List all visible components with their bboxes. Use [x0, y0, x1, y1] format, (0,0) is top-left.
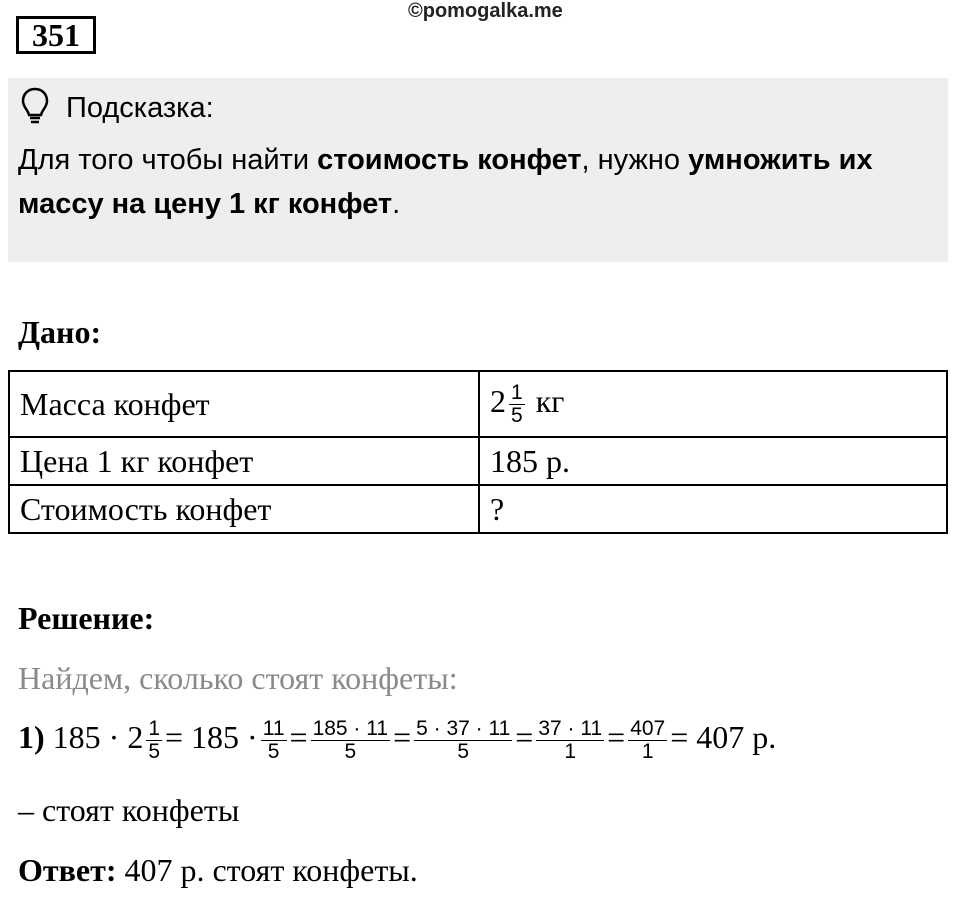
solution-heading: Решение:: [18, 600, 155, 636]
table-row: [9, 437, 947, 485]
hint-title: Подсказка:: [66, 92, 214, 124]
given-value: 185 р.: [479, 437, 947, 485]
given-table: [8, 370, 948, 534]
given-label: Цена 1 кг конфет: [9, 437, 479, 485]
solution-tail: – стоят конфеты: [18, 792, 240, 828]
hint-text: Для того чтобы найти стоимость конфет, нужно умножить их массу на цену 1 кг конфет.: [18, 144, 873, 220]
given-heading: Дано:: [18, 314, 102, 350]
given-value: 2 $\frac{1}{5}$ кг: [479, 371, 947, 437]
given-label: Масса конфет: [9, 371, 479, 437]
problem-number: 351: [16, 16, 96, 54]
given-value: ?: [479, 485, 947, 533]
lightbulb-icon: [20, 86, 50, 126]
watermark: ©pomogalka.me: [408, 0, 563, 22]
answer: Ответ: 407 р. стоят конфеты.: [18, 852, 418, 888]
solution-intro: Найдем, сколько стоят конфеты:: [18, 660, 458, 696]
given-label: Стоимость конфет: [9, 485, 479, 533]
table-row: [9, 485, 947, 533]
solution-equation: 1) 185 · 2 $\frac{1}{5}$ = 185 · $\frac{11}{5}$ = $\frac{185 \cdot 11}{5}$ = $\frac{5 \cdot 37 \cdot 11}{5}$ = $\frac{37 \cdot 11}{1}$ = $\frac{407}{1}$ = 407 р.: [18, 717, 777, 764]
table-row: [9, 371, 947, 437]
